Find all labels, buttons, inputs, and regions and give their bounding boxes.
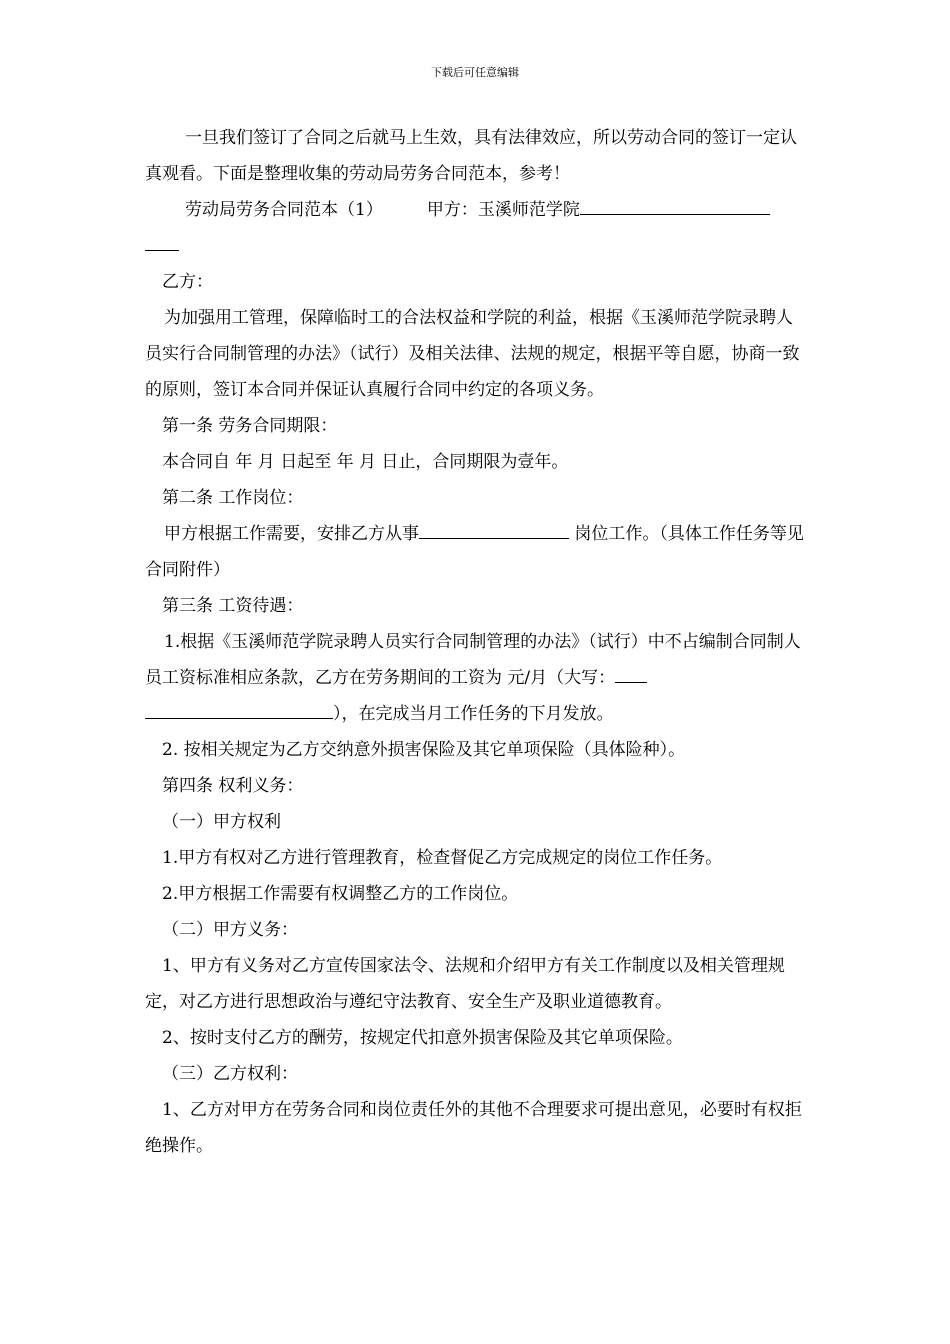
- wage-blank-b: [145, 702, 333, 719]
- document-body: [145, 120, 807, 1164]
- party-a-rights-1: 1.甲方有权对乙方进行管理教育，检查督促乙方完成规定的岗位工作任务。: [162, 848, 723, 868]
- article-2-title: 第二条 工作岗位：: [162, 488, 304, 508]
- party-a-duties-1: 1、甲方有义务对乙方宣传国家法令、法规和介绍甲方有关工作制度以及相关管理规定，对乙方进行思想政治与遵纪守法教育、安全生产及职业道德教育。: [145, 956, 785, 1012]
- party-a-rights-title: （一）甲方权利: [162, 812, 281, 832]
- party-a-duties-title: （二）甲方义务：: [162, 920, 298, 940]
- article-2-body: [145, 516, 807, 588]
- article-2-body-b: 岗位工作。（具体工作任务等见合同附件）: [145, 524, 804, 580]
- party-b-rights-1: 1、乙方对甲方在劳务合同和岗位责任外的其他不合理要求可提出意见，必要时有权拒绝操作。: [145, 1100, 802, 1156]
- party-b-line: 乙方：: [162, 272, 213, 292]
- article-3-item-1-a: 1.根据《玉溪师范学院录聘人员实行合同制管理的办法》（试行）中不占编制合同制人员工资标准相应条款，乙方在劳务期间的工资为 元/月（大写：: [145, 632, 801, 688]
- article-1-title: 第一条 劳务合同期限：: [162, 416, 338, 436]
- article-4-title: 第四条 权利义务：: [162, 776, 304, 796]
- party-a-rights-2: 2.甲方根据工作需要有权调整乙方的工作岗位。: [162, 884, 519, 904]
- article-3-item-1: [145, 624, 807, 732]
- party-a-blank-continuation: [145, 228, 807, 264]
- wage-blank-a: [615, 666, 647, 683]
- party-a-blank-tail: [145, 234, 179, 251]
- article-2-body-a: 甲方根据工作需要，安排乙方从事: [164, 524, 419, 544]
- article-1-body: 本合同自 年 月 日起至 年 月 日止，合同期限为壹年。: [162, 452, 569, 472]
- party-a-line: 甲方：玉溪师范学院: [426, 200, 580, 220]
- party-a-duties-2: 2、按时支付乙方的酬劳，按规定代扣意外损害保险及其它单项保险。: [162, 1028, 683, 1048]
- party-b-rights-title: （三）乙方权利：: [162, 1064, 298, 1084]
- party-a-blank: [580, 198, 770, 215]
- article-3-item-2: 2. 按相关规定为乙方交纳意外损害保险及其它单项保险（具体险种）。: [162, 740, 686, 760]
- page-header: 下载后可任意编辑: [431, 66, 519, 79]
- sample-title-line: [145, 192, 807, 228]
- sample-title: 劳动局劳务合同范本（1）: [185, 200, 383, 220]
- preamble-paragraph: 为加强用工管理，保障临时工的合法权益和学院的利益，根据《玉溪师范学院录聘人员实行合同制管理的办法》（试行）及相关法律、法规的规定，根据平等自愿，协商一致的原则，签订本合同并保证认真履行合同中约定的各项义务。: [145, 308, 800, 400]
- article-3-title: 第三条 工资待遇：: [162, 596, 304, 616]
- job-blank: [419, 522, 569, 539]
- intro-paragraph: 一旦我们签订了合同之后就马上生效，具有法律效应，所以劳动合同的签订一定认真观看。下面是整理收集的劳动局劳务合同范本，参考！: [145, 128, 797, 184]
- article-3-item-1-b: ），在完成当月工作任务的下月发放。: [333, 704, 614, 724]
